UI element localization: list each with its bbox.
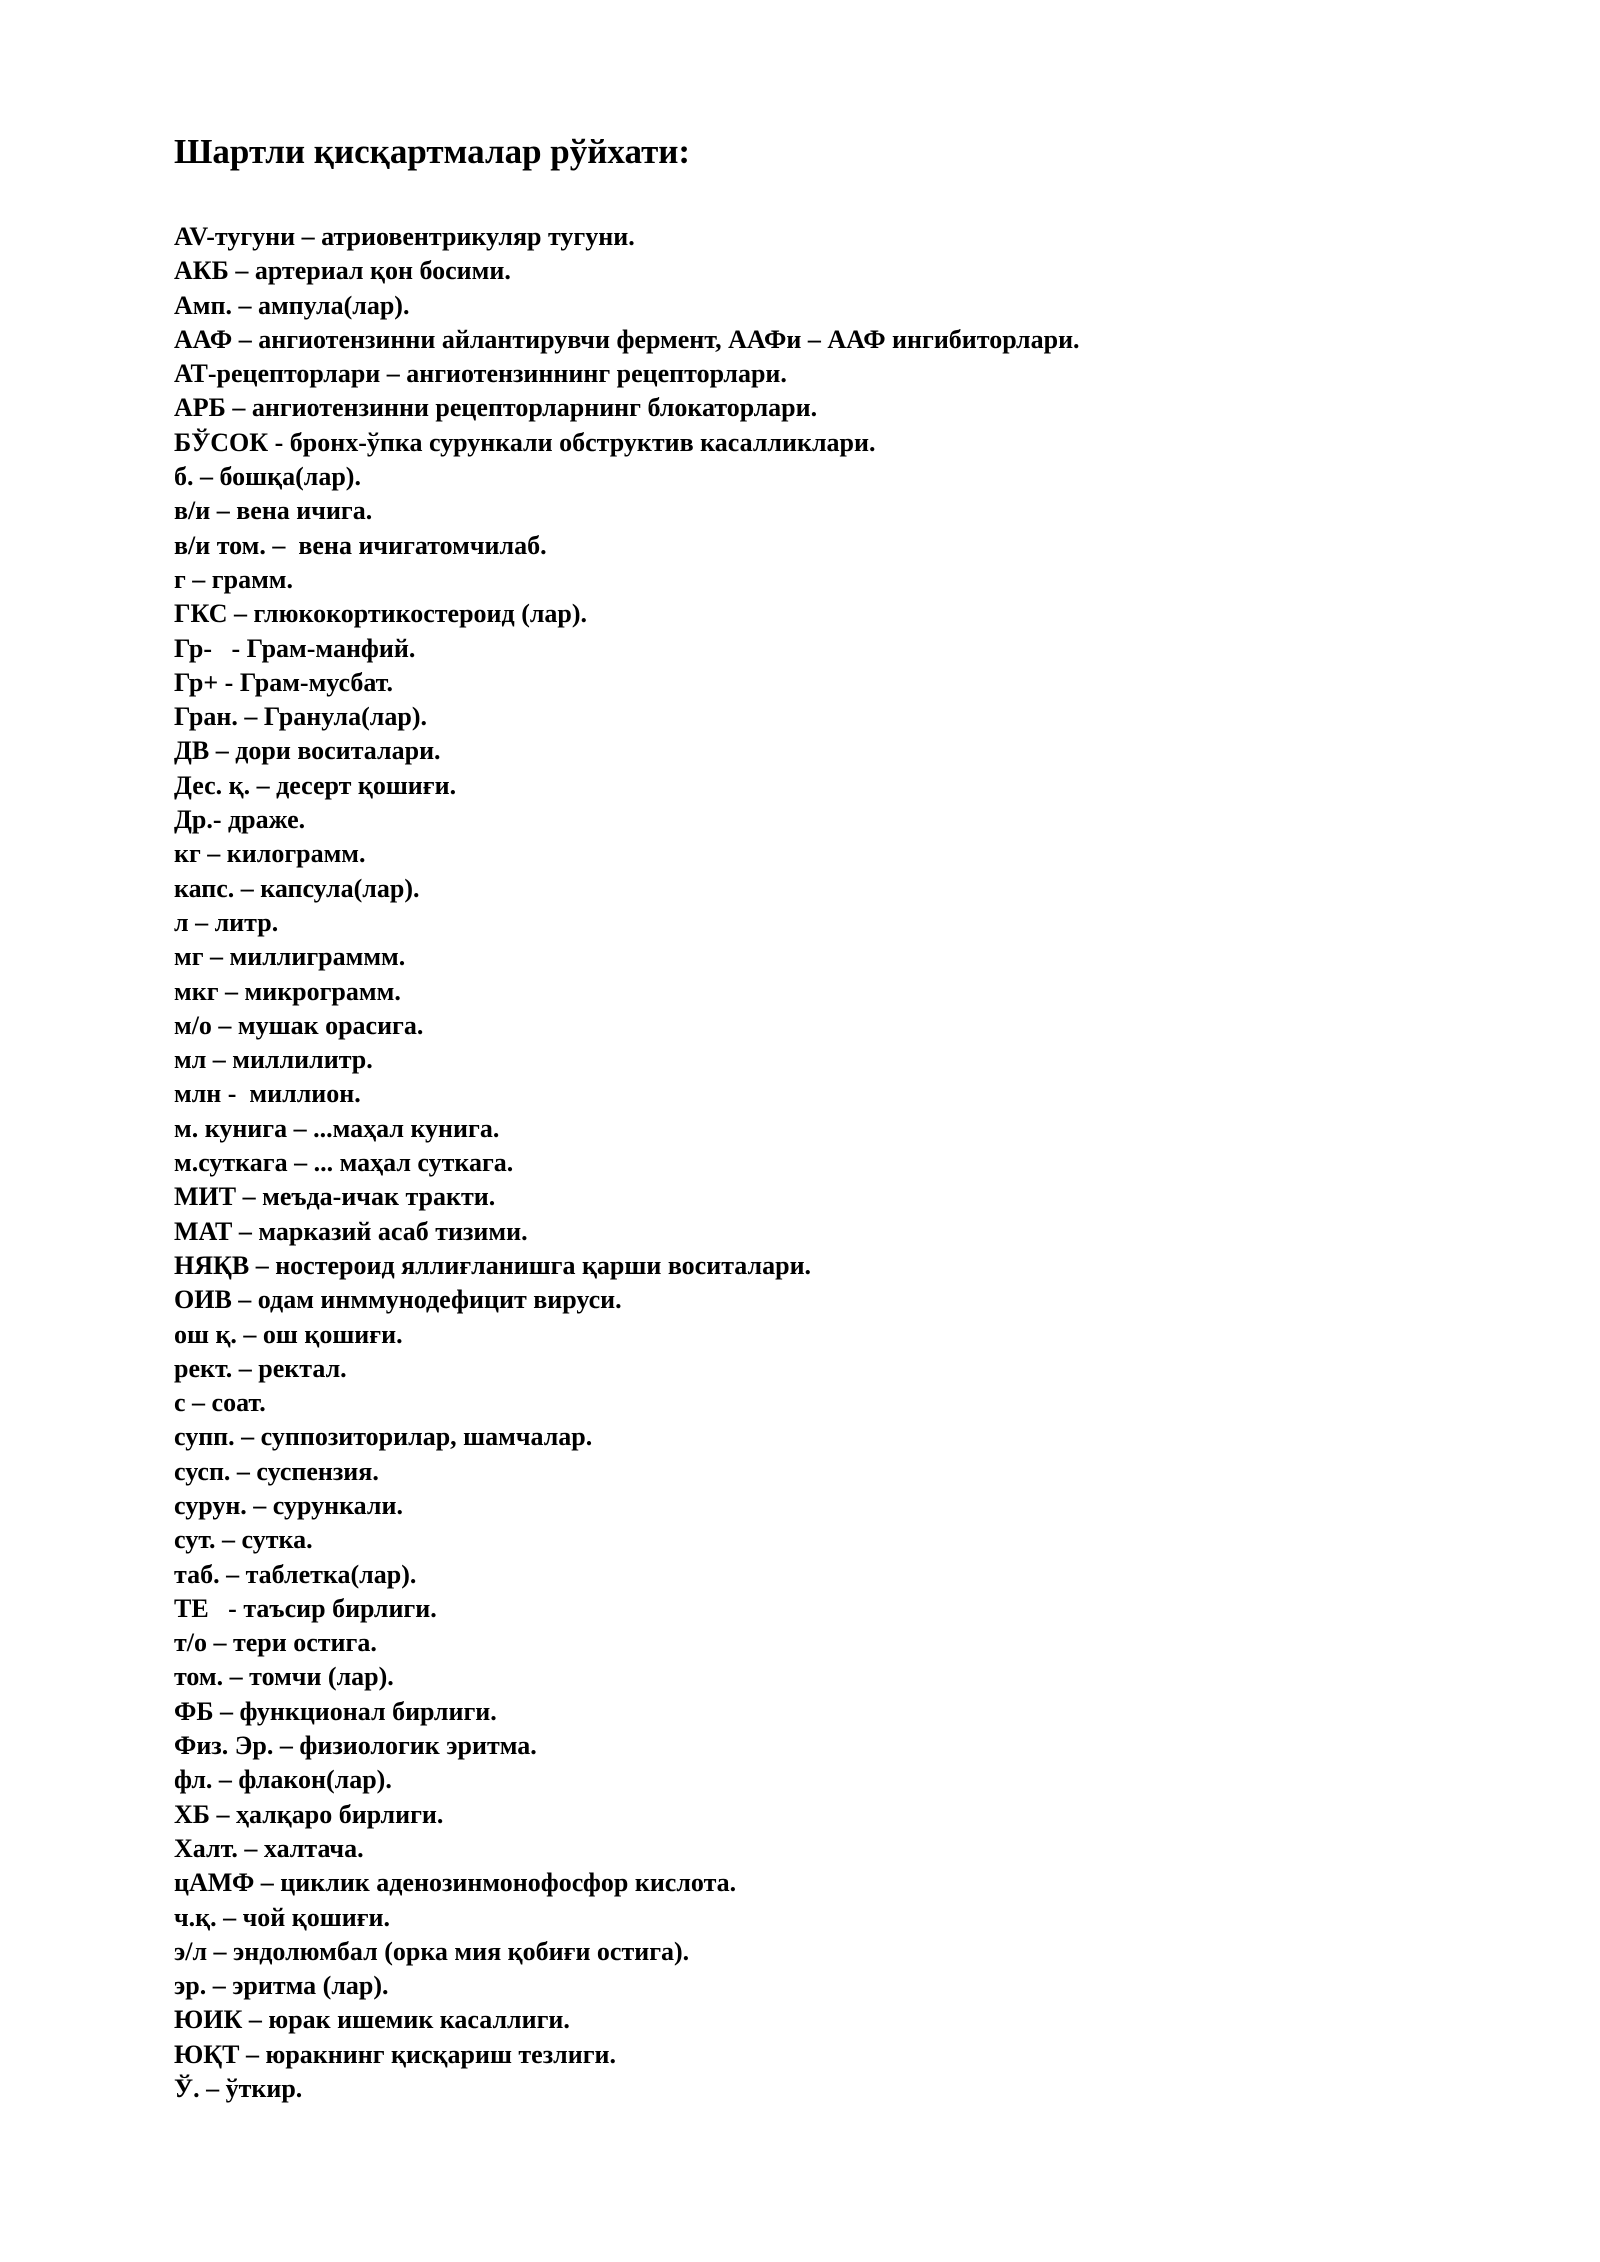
- abbreviation-entry: мкг – микрограмм.: [174, 976, 401, 1006]
- abbreviation-entry: ош қ. – ош қошиғи.: [174, 1319, 403, 1349]
- abbreviation-entry: в/и том. – вена ичигатомчилаб.: [174, 530, 547, 560]
- abbreviation-entry: м/о – мушак орасига.: [174, 1010, 424, 1040]
- abbreviation-entry: м. кунига – ...маҳал кунига.: [174, 1113, 500, 1143]
- abbreviation-entry: Халт. – халтача.: [174, 1833, 364, 1863]
- abbreviation-entry: НЯҚВ – ностероид яллиғланишга қарши воситалари.: [174, 1250, 812, 1280]
- abbreviation-list: [174, 220, 1080, 2106]
- abbreviation-entry: Гран. – Гранула(лар).: [174, 702, 427, 732]
- abbreviation-entry: AV-тугуни – атриовентрикуляр тугуни.: [174, 222, 635, 251]
- abbreviation-entry: ФБ – функционал бирлиги.: [174, 1696, 497, 1726]
- abbreviation-entry: Ў. – ўткир.: [174, 2074, 303, 2104]
- abbreviation-entry: сурун. – сурункали.: [174, 1490, 403, 1520]
- abbreviation-entry: ОИВ – одам инммунодефицит вируси.: [174, 1285, 622, 1315]
- abbreviation-entry: фл. – флакон(лар).: [174, 1765, 392, 1795]
- abbreviation-entry: рект. – ректал.: [174, 1353, 347, 1383]
- abbreviation-entry: б. – бошқа(лар).: [174, 462, 361, 492]
- abbreviation-entry: ТЕ - таъсир бирлиги.: [174, 1593, 437, 1623]
- abbreviation-entry: сут. – сутка.: [174, 1525, 313, 1555]
- abbreviation-entry: МИТ – меъда-ичак тракти.: [174, 1182, 496, 1212]
- abbreviation-entry: эр. – эритма (лар).: [174, 1971, 389, 2001]
- abbreviation-entry: млн - миллион.: [174, 1079, 361, 1109]
- abbreviation-entry: ГКС – глюкокортикостероид (лар).: [174, 599, 588, 629]
- abbreviation-entry: г – грамм.: [174, 564, 293, 594]
- abbreviation-entry: ЮҚТ – юракнинг қисқариш тезлиги.: [174, 2039, 617, 2069]
- abbreviation-entry: супп. – суппозиторилар, шамчалар.: [174, 1422, 593, 1452]
- abbreviation-entry: ч.қ. – чой қошиғи.: [174, 1902, 390, 1932]
- abbreviation-entry: Амп. – ампула(лар).: [174, 290, 410, 320]
- abbreviation-entry: т/о – тери остига.: [174, 1628, 377, 1658]
- page-title: Шартли қисқартмалар рўйхати:: [174, 132, 691, 171]
- abbreviation-entry: Физ. Эр. – физиологик эритма.: [174, 1731, 537, 1761]
- abbreviation-entry: л – литр.: [174, 907, 279, 937]
- abbreviation-entry: АКБ – артериал қон босими.: [174, 256, 511, 286]
- abbreviation-entry: ААФ – ангиотензинни айлантирувчи фермент, ААФи – ААФ ингибиторлари.: [174, 324, 1080, 354]
- abbreviation-entry: Гр- - Грам-манфий.: [174, 633, 416, 663]
- abbreviation-entry: Др.- драже.: [174, 805, 306, 835]
- abbreviation-entry: мл – миллилитр.: [174, 1045, 373, 1075]
- abbreviation-entry: АТ-рецепторлари – ангиотензиннинг рецепторлари.: [174, 359, 787, 389]
- abbreviation-entry: с – соат.: [174, 1388, 266, 1418]
- abbreviation-entry: ДВ – дори воситалари.: [174, 736, 441, 766]
- abbreviation-entry: мг – миллиграммм.: [174, 942, 406, 972]
- abbreviation-entry: ЮИК – юрак ишемик касаллиги.: [174, 2005, 570, 2035]
- abbreviation-entry: сусп. – суспензия.: [174, 1456, 379, 1486]
- abbreviation-entry: Дес. қ. – десерт қошиғи.: [174, 770, 457, 800]
- abbreviation-entry: м.суткага – ... маҳал суткага.: [174, 1148, 514, 1178]
- abbreviation-entry: МАТ – марказий асаб тизими.: [174, 1216, 528, 1246]
- abbreviation-entry: цАМФ – циклик аденозинмонофосфор кислота.: [174, 1868, 737, 1898]
- abbreviation-entry: таб. – таблетка(лар).: [174, 1559, 417, 1589]
- abbreviation-entry: БЎСОК - бронх-ўпка сурункали обструктив касалликлари.: [174, 427, 876, 457]
- abbreviation-entry: э/л – эндолюмбал (орка мия қобиғи остига).: [174, 1936, 690, 1966]
- abbreviation-entry: том. – томчи (лар).: [174, 1662, 394, 1692]
- abbreviation-entry: АРБ – ангиотензинни рецепторларнинг блокаторлари.: [174, 393, 818, 423]
- abbreviation-entry: Гр+ - Грам-мусбат.: [174, 667, 393, 697]
- abbreviation-entry: кг – килограмм.: [174, 839, 366, 869]
- abbreviation-entry: ХБ – ҳалқаро бирлиги.: [174, 1799, 444, 1829]
- abbreviation-entry: капс. – капсула(лар).: [174, 873, 420, 903]
- abbreviation-entry: в/и – вена ичига.: [174, 496, 373, 526]
